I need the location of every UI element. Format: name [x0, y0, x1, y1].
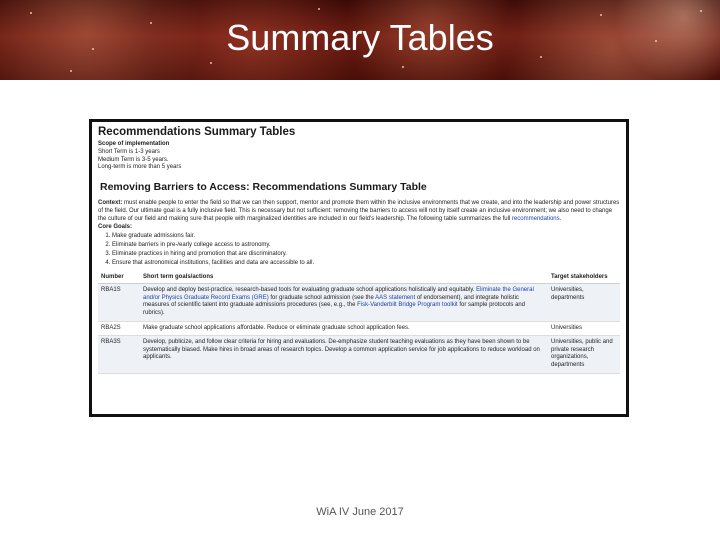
row-stakeholders: Universities [548, 321, 620, 336]
context-paragraph [98, 200, 620, 223]
context-tail: . [559, 215, 562, 222]
column-header-number: Number [98, 272, 140, 284]
recommendations-link[interactable]: recommendations [511, 215, 560, 222]
list-item: 4. Ensure that astronomical institutions, facilities and data are accessible to all. [112, 260, 620, 268]
section-title: Removing Barriers to Access: Recommendations Summary Table [100, 181, 427, 194]
scope-line: Long-term is more than 5 years [98, 164, 182, 171]
document-screenshot [89, 119, 629, 417]
context-text: must enable people to enter the field so that we can then support, mentor and promote them within the inclusive environments that we create, and into the leadership and power structures of the field. Our ultimate goal is a fully inclusive field. This is necessary but not sufficient: removing the barriers to access will not by itself create an inclusive environment; we also need to change the culture of our field and making sure that people with marginalized identities are included in our field's leadership. The following table summarizes the full [98, 200, 620, 222]
document-heading: Recommendations Summary Tables [98, 126, 296, 138]
scope-line: Medium Term is 3-5 years. [98, 156, 169, 163]
slide-title: Summary Tables [226, 17, 494, 58]
table-row [98, 336, 620, 373]
row-goal: Develop, publicize, and follow clear criteria for hiring and evaluations. De-emphasize student teaching evaluations as they have been shown to be systematically biased. Make hires in broad areas of research topics. Develop a common application service for job applications to reduce workload on applicants. [140, 336, 548, 373]
core-goals-label: Core Goals: [98, 223, 133, 230]
row-goal: Make graduate school applications affordable. Reduce or eliminate graduate school application fees. [140, 321, 548, 336]
row-stakeholders: Universities, departments [548, 284, 620, 321]
title-banner [0, 0, 720, 80]
list-item: 1. Make graduate admissions fair. [112, 233, 620, 241]
table-row [98, 321, 620, 336]
gre-link[interactable]: Eliminate the General and/or Physics Graduate Record Exams (GRE) [143, 287, 534, 301]
goal-text: for sample protocols and rubrics). [143, 302, 526, 316]
goal-text: Develop and deploy best-practice, research-based tools for evaluating graduate school applications holistically and equitably. [143, 287, 475, 294]
slide-footer: WiA IV June 2017 [316, 506, 404, 518]
goal-text: of endorsement), and integrate holistic measures of scientific talent into graduate admissions procedures (see, e.g., the [143, 294, 519, 309]
row-number: RBA3S [98, 336, 140, 373]
context-label: Context: [98, 200, 123, 207]
column-header-stakeholders: Target stakeholders [548, 272, 620, 284]
row-goal [140, 284, 548, 321]
core-goals-list [98, 233, 620, 267]
aas-statement-link[interactable]: AAS statement [375, 294, 416, 301]
row-number: RBA2S [98, 321, 140, 336]
row-number: RBA1S [98, 284, 140, 321]
goal-text: for graduate school admission (see the [270, 294, 374, 301]
recommendations-table [98, 272, 620, 374]
scope-label: Scope of implementation [98, 141, 170, 147]
list-item: 3. Eliminate practices in hiring and promotion that are discriminatory. [112, 251, 620, 259]
list-item: 2. Eliminate barriers in pre-/early college access to astronomy. [112, 242, 620, 250]
scope-line: Short Term is 1-3 years [98, 148, 160, 155]
column-header-goals: Short term goals/actions [140, 272, 548, 284]
row-stakeholders: Universities, public and private research organizations, departments [548, 336, 620, 373]
table-row [98, 284, 620, 321]
fisk-vanderbilt-link[interactable]: Fisk-Vanderbilt Bridge Program toolkit [357, 302, 458, 309]
